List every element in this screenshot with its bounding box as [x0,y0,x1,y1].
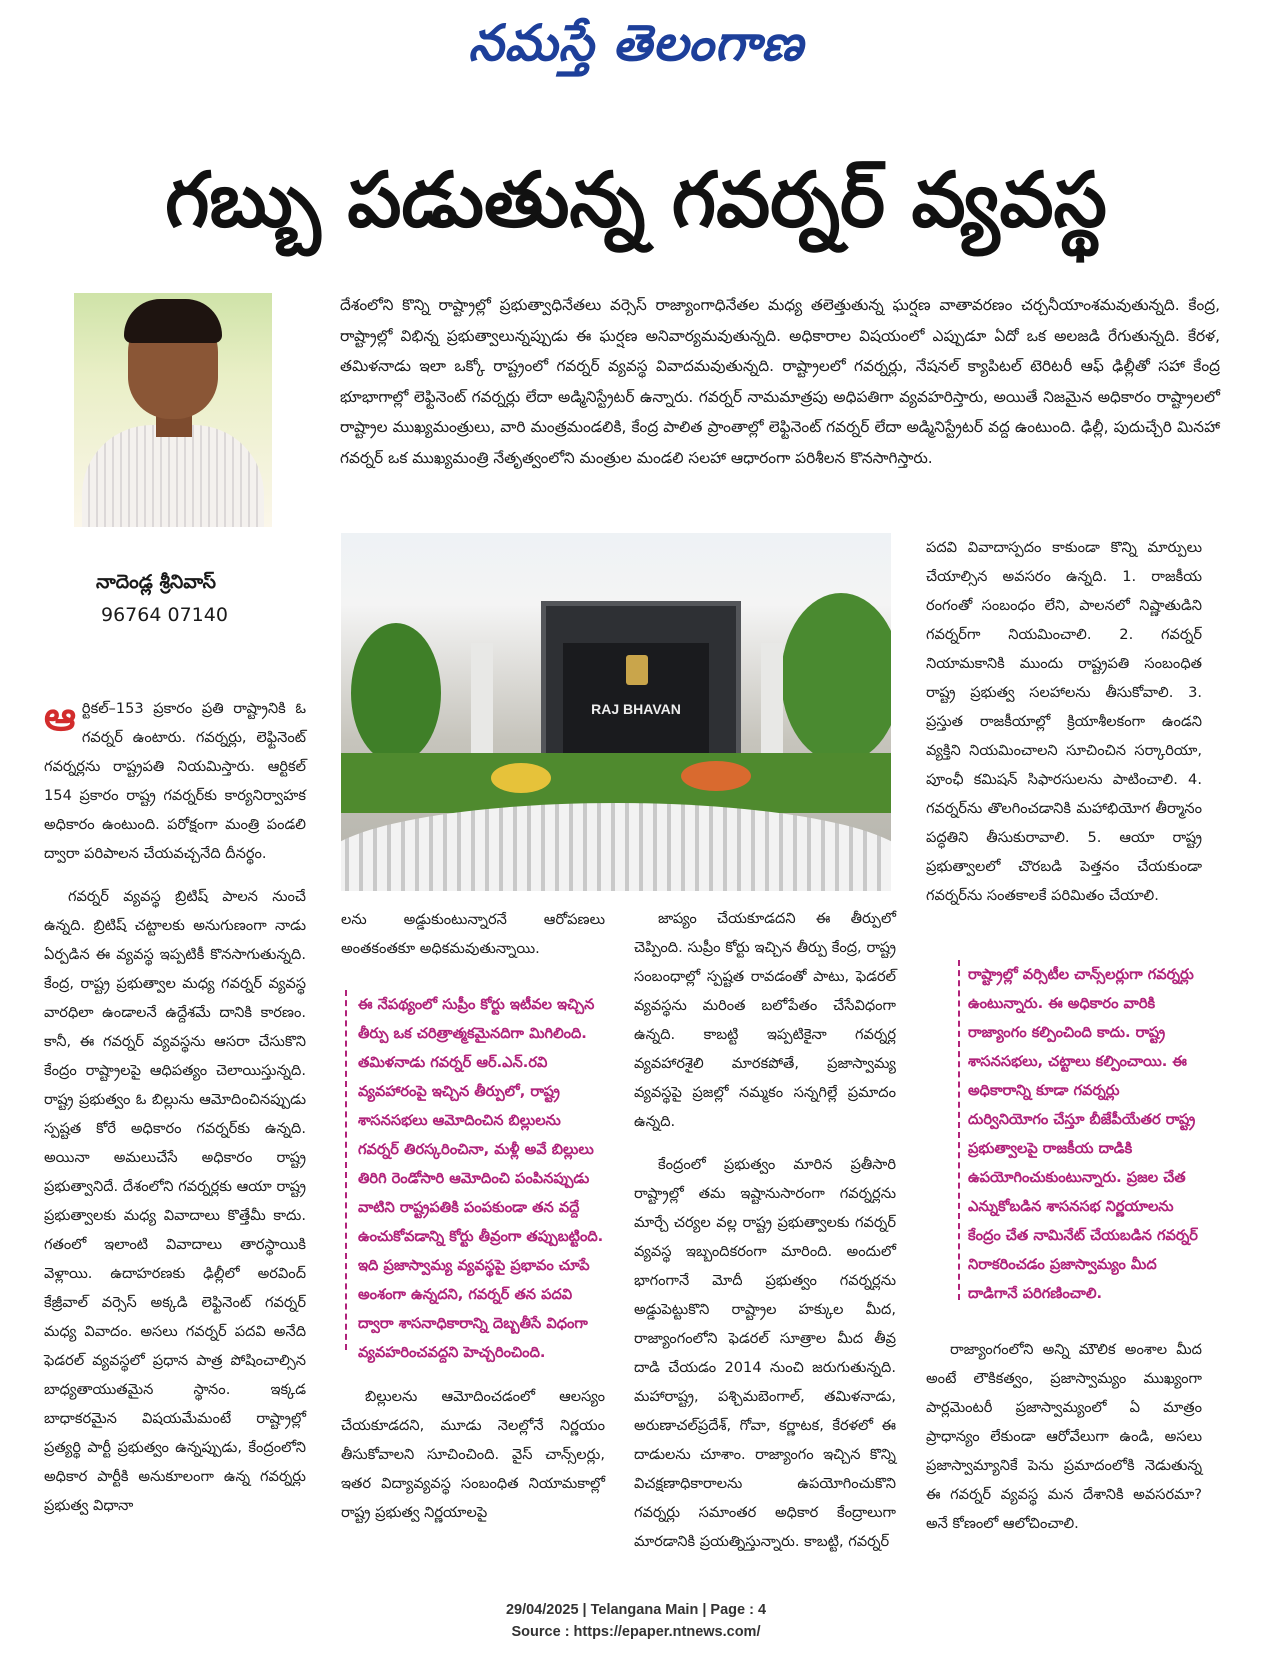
author-name: నాదెండ్ల శ్రీనివాస్ [96,571,216,593]
col1-para-1: ర్టికల్–153 ప్రకారం ప్రతి రాష్ట్రానికి ఓ గవర్నర్ ఉంటారు. గవర్నర్లు, లెఫ్టినెంట్ గవర్నర్లను రాష్ట్రపతి నియమిస్తారు. ఆర్టికల్ 154 ప్రకారం రాష్ట్ర గవర్నర్‌కు కార్యనిర్వాహక అధికారం ఉంటుంది. పరోక్షంగా మంత్రి పండలి ద్వారా పరిపాలన చేయవచ్చనేది దీనర్థం. [44,700,306,862]
column-2 [341,905,605,963]
footer-date-line: 29/04/2025 | Telangana Main | Page : 4 [505,1602,767,1618]
col4-para-2: రాజ్యాంగంలోని అన్ని మౌలిక అంశాల మీద అంటే లౌకికత్వం, ప్రజాస్వామ్యం ముఖ్యంగా పార్లమెంటరీ ప్రజాస్వామ్యంలో ఏ మాత్రం ప్రాధాన్యం లేకుండా ఆరోవేలుగా ఉండి, అసలు ప్రజాస్వామ్యానికే పెను ప్రమాదంలోకి నెడుతున్న ఈ గవర్నర్ వ్యవస్థ మన దేశానికి అవసరమా? అనే కోణంలో ఆలోచించాలి. [926,1341,1202,1532]
pullquote-border-2 [958,960,960,1300]
col2-para-1: లను అడ్డుకుంటున్నారనే ఆరోపణలు అంతకంతకూ అధికమవుతున్నాయి. [341,911,605,957]
headline: గబ్బు పడుతున్న గవర్నర్ వ్యవస్థ [165,155,1107,244]
column-1 [44,694,306,1520]
emblem-icon [626,655,648,685]
col3-para-2: కేంద్రంలో ప్రభుత్వం మారిన ప్రతీసారి రాష్ట్రాల్లో తమ ఇష్టానుసారంగా గవర్నర్లను మార్చే చర్యల వల్ల రాష్ట్ర ప్రభుత్వాలకు గవర్నర్ వ్యవస్థ ఇబ్బందికరంగా మారింది. అందులో భాగంగానే మోదీ ప్రభుత్వం గవర్నర్లను అడ్డుపెట్టుకొని రాష్ట్రాల హక్కుల మీద, రాజ్యాంగంలోని ఫెడరల్ సూత్రాల మీద తీవ్ర దాడి చేయడం 2014 నుంచి జరుగుతున్నది. మహారాష్ట్ర, పశ్చిమబెంగాల్, తమిళనాడు, అరుణాచల్‌ప్రదేశ్, గోవా, కర్ణాటక, కేరళలో ఈ దాడులను చూశాం. రాజ్యాంగం ఇచ్చిన కొన్ని విచక్షణాధికారాలను ఉపయోగించుకొని గవర్నర్లు సమాంతర అధికార కేంద్రాలుగా మారడానికి ప్రయత్నిస్తున్నారు. కాబట్టి, గవర్నర్ [634,1156,896,1550]
author-phone: 96764 07140 [101,604,228,626]
column-2-bottom [341,1382,605,1527]
intro-paragraph: దేశంలోని కొన్ని రాష్ట్రాల్లో ప్రభుత్వాధినేతలు వర్సెస్ రాజ్యాంగాధినేతల మధ్య తలెత్తుతున్న ఘర్షణ వాతావరణం చర్చనీయాంశమవుతున్నది. కేంద్ర, రాష్ట్రాల్లో విభిన్న ప్రభుత్వాలున్నప్పుడు ఈ ఘర్షణ అనివార్యమవుతున్నది. అధికారాల విషయంలో ఎప్పుడూ ఏదో ఒక అలజడి రేగుతున్నది. కేరళ, తమిళనాడు ఇలా ఒక్కో రాష్ట్రంలో గవర్నర్ వ్యవస్థ వివాదమవుతున్నది. రాష్ట్రాలలో గవర్నర్లు, నేషనల్ క్యాపిటల్ టెరిటరీ ఆఫ్ ఢిల్లీతో సహా కేంద్ర భూభాగాల్లో లెఫ్టినెంట్ గవర్నర్లు లేదా అడ్మినిస్ట్రేటర్ ఉన్నారు. గవర్నర్ నామమాత్రపు అధిపతిగా వ్యవహరిస్తారు, అయితే నిజమైన అధికారం రాష్ట్రాలలో రాష్ట్రాల ముఖ్యమంత్రులు, వారి మంత్రమండలికి, కేంద్ర పాలిత ప్రాంతాల్లో లెఫ్టినెంట్ గవర్నర్ లేదా అడ్మినిస్ట్రేటర్ వద్ద ఉంటుంది. ఢిల్లీ, పుదుచ్చేరి మినహా గవర్నర్ ఒక ముఖ్యమంత్రి నేతృత్వంలోని మంత్రుల మండలి సలహా ఆధారంగా పరిశీలన కొనసాగిస్తారు. [340,296,1220,467]
raj-bhavan-sign: RAJ BHAVAN [563,643,709,753]
footer-source-link[interactable]: Source : https://epaper.ntnews.com/ [511,1624,761,1640]
raj-bhavan-photo [341,533,891,891]
pullquote-1: ఈ నేపథ్యంలో సుప్రీం కోర్టు ఇటీవల ఇచ్చిన తీర్పు ఒక చరిత్రాత్మకమైనదిగా మిగిలింది. తమిళనాడు గవర్నర్ ఆర్.ఎన్.రవి వ్యవహారంపై ఇచ్చిన తీర్పులో, రాష్ట్ర శాసనసభలు ఆమోదించిన బిల్లులను గవర్నర్ తిరస్కరించినా, మళ్లీ అవే బిల్లులు తిరిగి రెండోసారి ఆమోదించి పంపినప్పుడు వాటిని రాష్ట్రపతికి పంపకుండా తన వద్దే ఉంచుకోవడాన్ని కోర్టు తీవ్రంగా తప్పుబట్టింది. ఇది ప్రజాస్వామ్య వ్యవస్థపై ప్రభావం చూపే అంశంగా ఉన్నదని, గవర్నర్ తన పదవి ద్వారా శాసనాధికారాన్ని దెబ్బతీసే విధంగా వ్యవహరించవద్దని హెచ్చరించింది. [358,996,604,1361]
column-3 [634,904,896,1556]
masthead-logo: నమస్తే తెలంగాణ [468,14,804,72]
col1-para-2: గవర్నర్ వ్యవస్థ బ్రిటిష్ పాలన నుంచే ఉన్నది. బ్రిటిష్ చట్టాలకు అనుగుణంగా నాడు ఏర్పడిన ఈ వ్యవస్థ ఇప్పటికీ కొనసాగుతున్నది. కేంద్ర, రాష్ట్ర ప్రభుత్వాల మధ్య గవర్నర్ వ్యవస్థ వారధిలా ఉండాలనే ఉద్దేశమే దానికి కారణం. కానీ, ఈ గవర్నర్ వ్యవస్థను ఆసరా చేసుకొని కేంద్రం రాష్ట్రాలపై ఆధిపత్యం చెలాయిస్తున్నది. రాష్ట్ర ప్రభుత్వం ఓ బిల్లును ఆమోదించినప్పుడు స్పష్టత కోరే అధికారం గవర్నర్‌కు ఉన్నది. అయినా అమలుచేసే అధికారం రాష్ట్ర ప్రభుత్వానిదే. దేశంలోని గవర్నర్లకు ఆయా రాష్ట్ర ప్రభుత్వాలకు మధ్య వివాదాలు కొత్తేమీ కాదు. గతంలో ఇలాంటి వివాదాలు తారస్థాయికి వెళ్లాయి. ఉదాహరణకు ఢిల్లీలో అరవింద్ కేజ్రీవాల్ వర్సెస్ అక్కడి లెఫ్టినెంట్ గవర్నర్ మధ్య వివాదం. అసలు గవర్నర్ పదవి అనేది ఫెడరల్ వ్యవస్థలో ప్రధాన పాత్ర పోషించాల్సిన బాధ్యతాయుతమైన స్థానం. ఇక్కడ బాధాకరమైన విషయమేమంటే రాష్ట్రాల్లో ప్రత్యర్థి పార్టీ ప్రభుత్వం ఉన్నప్పుడు, కేంద్రంలోని అధికార పార్టీకి అనుకూలంగా ఉన్న గవర్నర్లు ప్రభుత్వ విధానా [44,888,306,1514]
col4-para-1: పదవి వివాదాస్పదం కాకుండా కొన్ని మార్పులు చేయాల్సిన అవసరం ఉన్నది. 1. రాజకీయ రంగంతో సంబంధం లేని, పాలనలో నిష్ణాతుడిని గవర్నర్‌గా నియమించాలి. 2. గవర్నర్ నియామకానికి ముందు రాష్ట్రపతి సంబంధిత రాష్ట్ర ప్రభుత్వ సలహాలను తీసుకోవాలి. 3. ప్రస్తుత రాజకీయాల్లో క్రియాశీలకంగా ఉండని వ్యక్తిని నియమించాలని సూచించిన సర్కారియా, పూంఛీ కమిషన్ సిఫారసులను పాటించాలి. 4. గవర్నర్‌ను తొలగించడానికి మహాభియోగ తీర్మానం పద్ధతిని తీసుకురావాలి. 5. ఆయా రాష్ట్ర ప్రభుత్వాలలో చొరబడి పెత్తనం చేయకుండా గవర్నర్‌ను సంతకాలకే పరిమితం చేయాలి. [926,539,1202,904]
pullquote-2: రాష్ట్రాల్లో వర్సిటీల చాన్స్‌లర్లుగా గవర్నర్లు ఉంటున్నారు. ఈ అధికారం వారికి రాజ్యాంగం కల్పించింది కాదు. రాష్ట్ర శాసనసభలు, చట్టాలు కల్పించాయి. ఈ అధికారాన్ని కూడా గవర్నర్లు దుర్వినియోగం చేస్తూ బీజేపీయేతర రాష్ట్ర ప్రభుత్వాలపై రాజకీయ దాడికి ఉపయోగించుకుంటున్నారు. ప్రజల చేత ఎన్నుకోబడిన శాసనసభ నిర్ణయాలను కేంద్రం చేత నామినేట్ చేయబడిన గవర్నర్ నిరాకరించడం ప్రజాస్వామ్యం మీద దాడిగానే పరిగణించాలి. [968,966,1198,1302]
column-4 [926,533,1202,910]
drop-cap: ఆ [44,694,76,740]
author-photo [74,293,272,527]
col3-para-1: జాప్యం చేయకూడదని ఈ తీర్పులో చెప్పింది. సుప్రీం కోర్టు ఇచ్చిన తీర్పు కేంద్ర, రాష్ట్ర సంబంధాల్లో స్పష్టత రావడంతో పాటు, ఫెడరల్ వ్యవస్థను మరింత బలోపేతం చేసేవిధంగా ఉన్నది. కాబట్టి ఇప్పటికైనా గవర్నర్ల వ్యవహారశైలి మారకపోతే, ప్రజాస్వామ్య వ్యవస్థపై ప్రజల్లో నమ్మకం సన్నగిల్లే ప్రమాదం ఉన్నది. [634,910,896,1130]
column-4-bottom [926,1335,1202,1538]
pullquote-border-1 [345,990,347,1350]
col2-para-2: బిల్లులను ఆమోదించడంలో ఆలస్యం చేయకూడదని, మూడు నెలల్లోనే నిర్ణయం తీసుకోవాలని సూచించింది. వైస్ చాన్స్‌లర్లు, ఇతర విద్యావ్యవస్థ సంబంధిత నియామకాల్లో రాష్ట్ర ప్రభుత్వ నిర్ణయాలపై [341,1388,605,1521]
